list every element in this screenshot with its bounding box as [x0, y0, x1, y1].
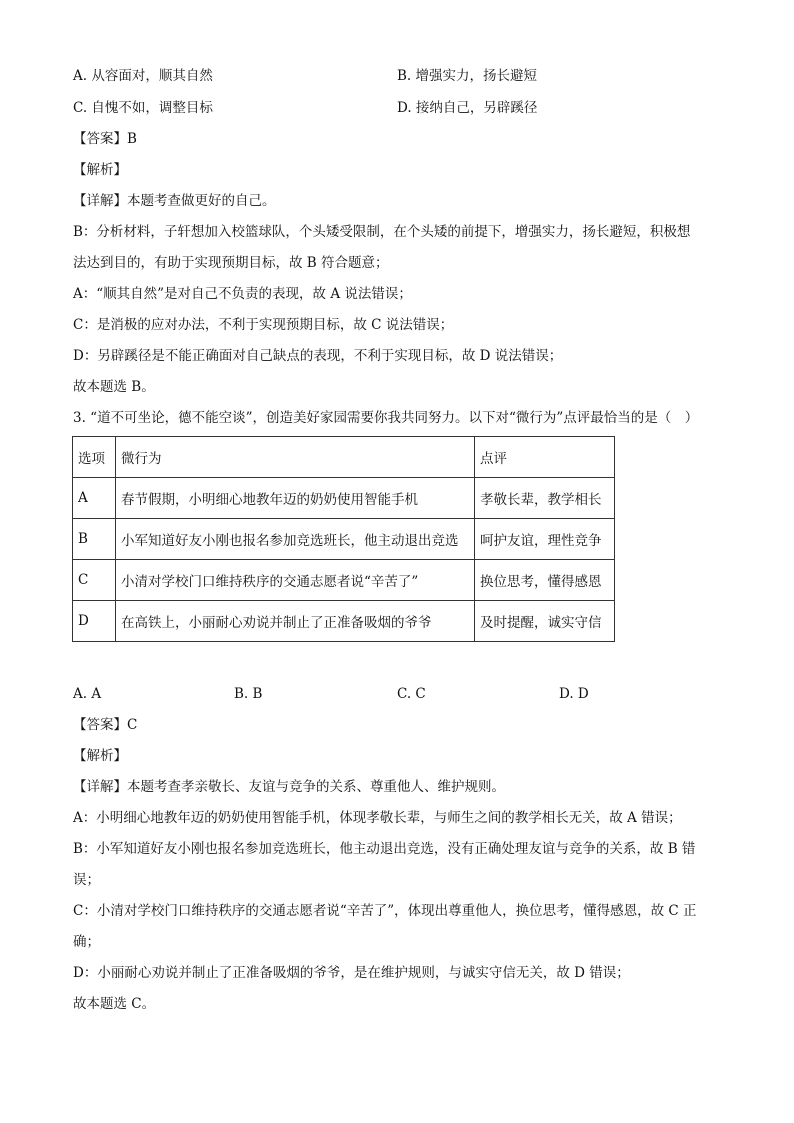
q2-explain-line: 法达到目的，有助于实现预期目标，故 B 符合题意；	[73, 255, 389, 271]
table-cell: 呵护友谊，理性竞争	[475, 519, 615, 560]
q2-explain-line: 故本题选 B。	[73, 379, 155, 395]
q2-explain-line: B：分析材料，子轩想加入校篮球队，个头矮受限制，在个头矮的前提下，增强实力，扬长避短，积极想	[73, 224, 691, 240]
q3-option-a: A. A	[73, 686, 102, 702]
table-cell: 及时提醒，诚实守信	[475, 601, 615, 642]
table-header-cell: 选项	[73, 437, 116, 478]
q3-analysis-label: 【解析】	[73, 748, 127, 764]
q3-answer: 【答案】C	[73, 717, 138, 733]
table-cell: C	[73, 560, 116, 601]
q3-stem: 3. “道不可坐论，德不能空谈”，创造美好家园需要你我共同努力。以下对“微行为”点评最恰当的是（ ）	[73, 410, 699, 426]
q2-answer: 【答案】B	[73, 131, 137, 147]
table-cell: 换位思考，懂得感恩	[475, 560, 615, 601]
q3-explain-line: B：小军知道好友小刚也报名参加竞选班长，他主动退出竞选，没有正确处理友谊与竞争的关系，故 B 错	[73, 841, 696, 857]
table-row	[73, 601, 615, 642]
q2-option-c: C. 自愧不如，调整目标	[73, 100, 213, 116]
q2-option-a: A. 从容面对，顺其自然	[73, 68, 213, 84]
q2-option-b: B. 增强实力，扬长避短	[397, 68, 538, 84]
q2-analysis-label: 【解析】	[73, 162, 127, 178]
table-cell: 小清对学校门口维持秩序的交通志愿者说“辛苦了”	[116, 560, 475, 601]
table-row	[73, 519, 615, 560]
q3-option-b: B. B	[234, 686, 263, 702]
q3-explain-line: A：小明细心地教年迈的奶奶使用智能手机，体现孝敬长辈，与师生之间的教学相长无关，故 A 错误；	[73, 810, 682, 826]
q3-explain-line: 确；	[73, 934, 100, 950]
table-row	[73, 478, 615, 519]
table-cell: A	[73, 478, 116, 519]
q3-explain-line: 误；	[73, 872, 100, 888]
q2-explain-line: A：“顺其自然”是对自己不负责的表现，故 A 说法错误；	[73, 286, 412, 302]
q2-detail: 【详解】本题考查做更好的自己。	[73, 193, 276, 209]
table-cell: D	[73, 601, 116, 642]
table-cell: 春节假期，小明细心地教年迈的奶奶使用智能手机	[116, 478, 475, 519]
table-header-cell: 微行为	[116, 437, 475, 478]
q3-explain-line: 故本题选 C。	[73, 996, 156, 1012]
table-cell: 小军知道好友小刚也报名参加竞选班长，他主动退出竞选	[116, 519, 475, 560]
q3-table	[72, 436, 615, 642]
q2-explain-line: D：另辟蹊径是不能正确面对自己缺点的表现，不利于实现目标，故 D 说法错误；	[73, 348, 563, 364]
table-cell: 孝敬长辈，教学相长	[475, 478, 615, 519]
q3-option-d: D. D	[559, 686, 589, 702]
table-cell: 在高铁上，小丽耐心劝说并制止了正准备吸烟的爷爷	[116, 601, 475, 642]
table-header-row	[73, 437, 615, 478]
q3-option-c: C. C	[397, 686, 426, 702]
q3-detail: 【详解】本题考查孝亲敬长、友谊与竞争的关系、尊重他人、维护规则。	[73, 779, 505, 795]
q2-explain-line: C：是消极的应对办法，不利于实现预期目标，故 C 说法错误；	[73, 317, 454, 333]
table-row	[73, 560, 615, 601]
table-header-cell: 点评	[475, 437, 615, 478]
q3-explain-line: D：小丽耐心劝说并制止了正准备吸烟的爷爷，是在维护规则，与诚实守信无关，故 D 错误；	[73, 965, 630, 981]
table-cell: B	[73, 519, 116, 560]
q2-option-d: D. 接纳自己，另辟蹊径	[397, 100, 538, 116]
q3-explain-line: C：小清对学校门口维持秩序的交通志愿者说“辛苦了”，体现出尊重他人，换位思考，懂得感恩，故 C 正	[73, 903, 697, 919]
